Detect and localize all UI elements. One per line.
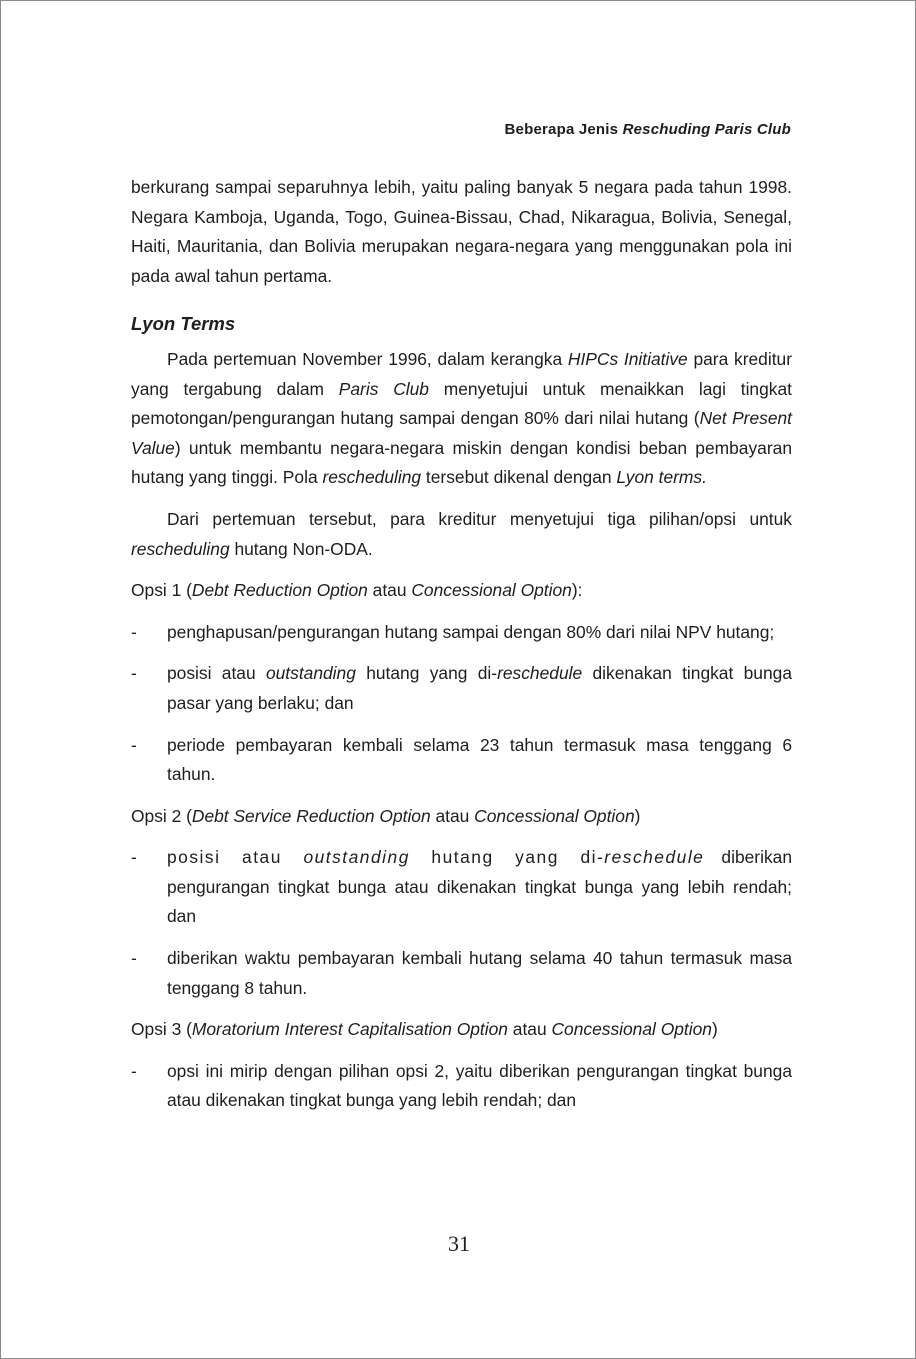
opsi-1-bullet-1: - penghapusan/pengurangan hutang sampai dengan 80% dari nilai NPV hutang; <box>131 618 792 648</box>
bullet-dash: - <box>131 847 137 868</box>
bullet-dash: - <box>131 1060 137 1081</box>
section-heading: Lyon Terms <box>131 313 236 335</box>
bullet-dash: - <box>131 948 137 969</box>
opsi-1-bullet-3: - periode pembayaran kembali selama 23 tahun termasuk masa tenggang 6 tahun. <box>131 731 792 790</box>
lyon-paragraph-2: Dari pertemuan tersebut, para kreditur menyetujui tiga pilihan/opsi untuk rescheduling hutang Non-ODA. <box>131 508 792 559</box>
opsi-3-bullet-1: - opsi ini mirip dengan pilihan opsi 2, yaitu diberikan pengurangan tingkat bunga atau dikenakan tingkat bunga yang lebih rendah; dan <box>131 1057 792 1116</box>
opsi-1-label: Opsi 1 (Debt Reduction Option atau Concessional Option): <box>131 580 583 601</box>
header-italic-title: Reschuding Paris Club <box>622 121 791 138</box>
bullet-dash: - <box>131 734 137 755</box>
bullet-dash: - <box>131 663 137 684</box>
opsi-1-bullet-2: - posisi atau outstanding hutang yang di-reschedule dikenakan tingkat bunga pasar yang berlaku; dan <box>131 659 792 718</box>
page-content <box>131 173 792 1116</box>
opsi-2-bullet-2: - diberikan waktu pembayaran kembali hutang selama 40 tahun termasuk masa tenggang 8 tahun. <box>131 944 792 1003</box>
running-header <box>505 121 791 138</box>
opsi-3-label: Opsi 3 (Moratorium Interest Capitalisation Option atau Concessional Option) <box>131 1019 718 1040</box>
opsi-2-label: Opsi 2 (Debt Service Reduction Option atau Concessional Option) <box>131 805 641 826</box>
intro-paragraph: berkurang sampai separuhnya lebih, yaitu paling banyak 5 negara pada tahun 1998. Negara Kamboja, Uganda, Togo, Guinea-Bissau, Chad, Nikaragua, Bolivia, Senegal, Haiti, Mauritania, dan Bolivia merupakan negara-negara yang menggunakan pola ini pada awal tahun pertama. <box>131 177 792 286</box>
header-prefix: Beberapa Jenis <box>504 121 619 138</box>
opsi-2-bullet-1: - posisi atau outstanding hutang yang di-reschedule diberikan pengurangan tingkat bunga atau dikenakan tingkat bunga yang lebih rendah; dan <box>131 843 792 932</box>
bullet-dash: - <box>131 621 137 642</box>
lyon-paragraph-1: Pada pertemuan November 1996, dalam kerangka HIPCs Initiative para kreditur yang tergabung dalam Paris Club menyetujui untuk menaikkan lagi tingkat pemotongan/pengurangan hutang sampai dengan 80% dari nilai hutang (Net Present Value) untuk membantu negara-negara miskin dengan kondisi beban pembayaran hutang yang tinggi. Pola rescheduling tersebut dikenal dengan Lyon terms. <box>131 348 792 488</box>
page-number: 31 <box>448 1231 470 1256</box>
